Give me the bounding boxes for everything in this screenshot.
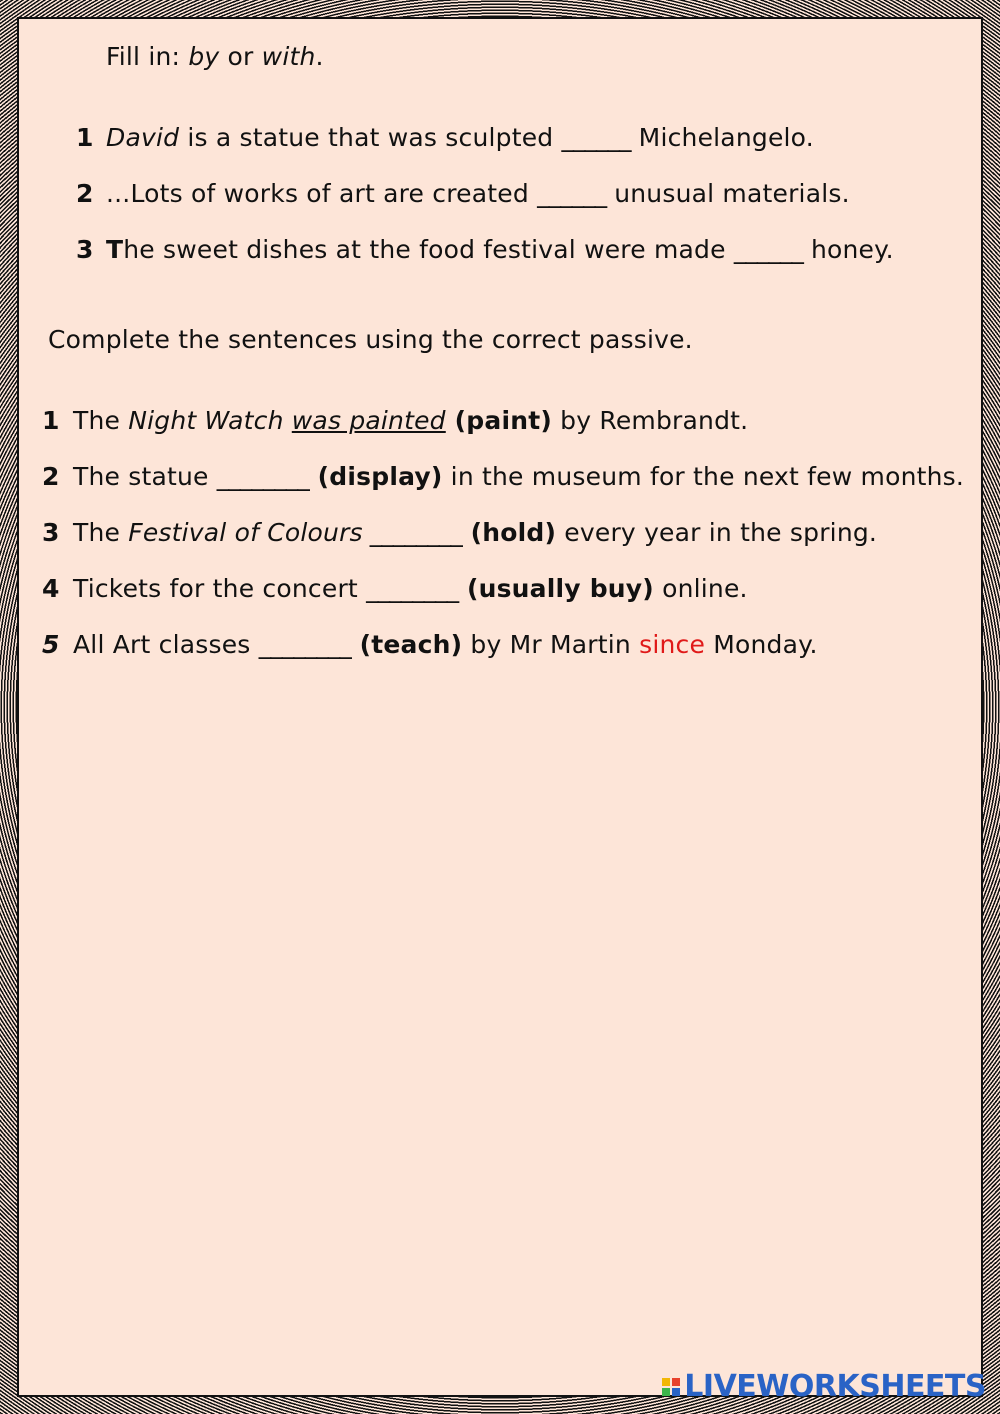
item-text-end: honey. — [802, 235, 894, 264]
instruction-prefix: Fill in: — [106, 42, 189, 71]
item-number: 2 — [42, 462, 60, 491]
liveworksheets-logo — [662, 1369, 986, 1404]
section1-instruction — [106, 42, 324, 71]
item-text: is a statue that was sculpted — [179, 123, 562, 152]
section2-item-4 — [42, 574, 748, 603]
item-text-end: unusual materials. — [606, 179, 850, 208]
answer-blank[interactable]: ______ — [537, 179, 607, 208]
option-with: with — [261, 42, 316, 71]
section1-item-2 — [76, 179, 850, 208]
logo-mark-icon — [662, 1378, 680, 1396]
section1-item-3 — [76, 235, 894, 264]
answer-blank[interactable]: ______ — [561, 123, 631, 152]
verb-hint: (display) — [308, 462, 443, 491]
item-text-end: every year in the spring. — [556, 518, 878, 547]
italic-title: Night Watch — [128, 406, 284, 435]
section1-item-1 — [76, 123, 814, 152]
item-text-end: Michelangelo. — [630, 123, 814, 152]
instruction-end: . — [315, 42, 324, 71]
item-text: Tickets for the concert — [73, 574, 367, 603]
verb-hint: (usually buy) — [458, 574, 654, 603]
item-number: 3 — [76, 235, 94, 264]
item-text-end: online. — [653, 574, 748, 603]
example-answer: was painted — [291, 406, 446, 435]
item-number: 5 — [42, 630, 60, 659]
instruction-or: or — [219, 42, 262, 71]
highlighted-word: since — [639, 630, 706, 659]
verb-hint: (hold) — [461, 518, 557, 547]
section2-item-5 — [42, 630, 818, 659]
item-text-end: in the museum for the next few months. — [442, 462, 965, 491]
section2-instruction: Complete the sentences using the correct passive. — [48, 325, 693, 354]
item-number: 1 — [76, 123, 94, 152]
italic-title: Festival of Colours — [128, 518, 363, 547]
section2-item-3 — [42, 518, 877, 547]
item-text: ...Lots of works of art are created — [106, 179, 538, 208]
answer-blank[interactable]: ________ — [362, 518, 462, 547]
section2-item-2 — [42, 462, 964, 491]
answer-blank[interactable]: ________ — [258, 630, 351, 659]
item-text: All Art classes — [73, 630, 259, 659]
verb-hint: (teach) — [350, 630, 463, 659]
item-first-letter: T — [106, 235, 124, 264]
answer-blank[interactable]: ______ — [733, 235, 803, 264]
spacer — [284, 406, 292, 435]
item-number: 2 — [76, 179, 94, 208]
item-text: he sweet dishes at the food festival were made — [123, 235, 734, 264]
verb-hint: (paint) — [445, 406, 553, 435]
item-number: 1 — [42, 406, 60, 435]
item-text: The — [73, 406, 129, 435]
answer-blank[interactable]: ________ — [366, 574, 459, 603]
italic-title: David — [106, 123, 180, 152]
answer-blank[interactable]: ________ — [216, 462, 309, 491]
border-inner-line — [17, 17, 983, 1397]
item-number: 3 — [42, 518, 60, 547]
item-number: 4 — [42, 574, 60, 603]
option-by: by — [188, 42, 220, 71]
item-text-middle: by Mr Martin — [462, 630, 640, 659]
section2-item-1 — [42, 406, 748, 435]
item-text: The — [73, 518, 129, 547]
logo-text: LIVEWORKSHEETS — [684, 1369, 986, 1404]
item-text-end: by Rembrandt. — [552, 406, 749, 435]
item-text-end: Monday. — [705, 630, 818, 659]
item-text: The statue — [73, 462, 217, 491]
